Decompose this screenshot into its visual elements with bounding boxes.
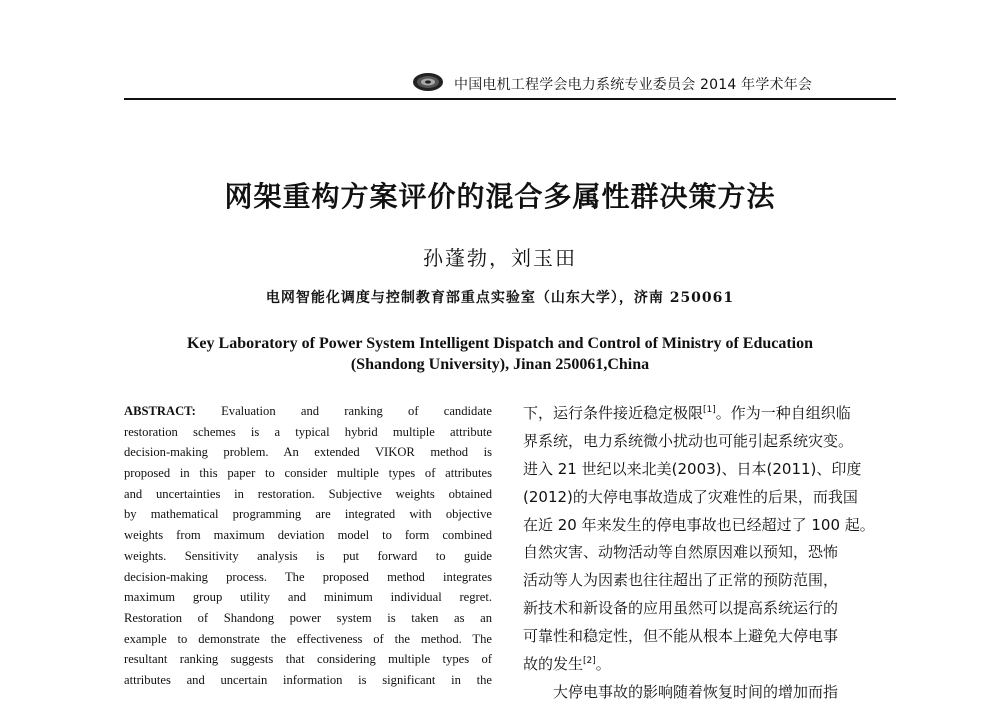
abstract-line: example to demonstrate the effectiveness of the method. The bbox=[124, 631, 492, 646]
affiliation-english-line-2: (Shandong University), Jinan 250061,China bbox=[350, 356, 650, 373]
abstract-line: resultant ranking suggests that considering multiple types of bbox=[124, 652, 492, 667]
paper-title: 网架重构方案评价的混合多属性群决策方法 bbox=[224, 180, 776, 213]
abstract-line bbox=[124, 401, 492, 422]
body-line: 活动等人为因素也往往超出了正常的预防范围， bbox=[523, 571, 839, 590]
conference-logo-icon bbox=[411, 72, 445, 92]
body-line: 自然灾害、动物活动等自然原因难以预知，恐怖 bbox=[523, 543, 839, 562]
abstract-line: restoration schemes is a typical hybrid multiple attribute bbox=[124, 424, 492, 439]
body-line bbox=[523, 400, 895, 428]
body-line: 可靠性和稳定性，但不能从根本上避免大停电事 bbox=[523, 627, 839, 646]
body-text: 。 bbox=[595, 655, 611, 674]
body-text: 下，运行条件接近稳定极限 bbox=[523, 404, 704, 422]
abstract-line: and uncertainties in restoration. Subjective weights obtained bbox=[124, 486, 492, 501]
abstract-line: by mathematical programming are integrated with objective bbox=[124, 507, 492, 522]
body-line: 进入 21 世纪以来北美(2003)、日本(2011)、印度 bbox=[523, 459, 862, 478]
body-line bbox=[523, 651, 895, 679]
running-header bbox=[124, 72, 896, 100]
abstract-line: decision-making process. The proposed method integrates bbox=[124, 569, 492, 584]
abstract-line: Restoration of Shandong power system is taken as an bbox=[124, 610, 492, 625]
citation-ref: [1] bbox=[703, 405, 716, 415]
abstract-line: weights. Sensitivity analysis is put forward to guide bbox=[124, 548, 492, 563]
body-text: 。作为一种自组织临 bbox=[715, 404, 851, 422]
header-text: 中国电机工程学会电力系统专业委员会 2014 年学术年会 bbox=[454, 77, 813, 93]
body-line: 在近 20 年来发生的停电事故也已经超过了 100 起。 bbox=[523, 515, 875, 534]
abstract-line: proposed in this paper to consider multiple types of attributes bbox=[124, 466, 492, 481]
affiliation-english-line-1: Key Laboratory of Power System Intelligent Dispatch and Control of Ministry of Education bbox=[186, 335, 814, 352]
abstract-line: weights from maximum deviation model to form combined bbox=[124, 528, 492, 543]
abstract-column bbox=[124, 401, 492, 691]
body-line: 大停电事故的影响随着恢复时间的增加而指 bbox=[553, 682, 839, 701]
abstract-first-line-text: Evaluation and ranking of candidate bbox=[221, 404, 492, 418]
abstract-line: maximum group utility and minimum individual regret. bbox=[124, 590, 492, 605]
body-line: (2012)的大停电事故造成了灾难性的后果，而我国 bbox=[523, 487, 858, 506]
paper-authors: 孙蓬勃，刘玉田 bbox=[423, 246, 577, 270]
body-column bbox=[523, 400, 895, 707]
body-line: 新技术和新设备的应用虽然可以提高系统运行的 bbox=[523, 599, 839, 618]
body-line: 界系统，电力系统微小扰动也可能引起系统灾变。 bbox=[523, 431, 854, 450]
abstract-label: ABSTRACT: bbox=[124, 404, 196, 418]
citation-ref: [2] bbox=[583, 656, 596, 667]
affiliation-chinese: 电网智能化调度与控制教育部重点实验室（山东大学），济南 250061 bbox=[265, 290, 735, 306]
affiliation-english bbox=[0, 333, 1000, 375]
abstract-line: attributes and uncertain information is significant in the bbox=[124, 672, 492, 687]
abstract-line: decision-making problem. An extended VIKOR method is bbox=[124, 445, 492, 460]
body-text: 故的发生 bbox=[523, 655, 584, 674]
